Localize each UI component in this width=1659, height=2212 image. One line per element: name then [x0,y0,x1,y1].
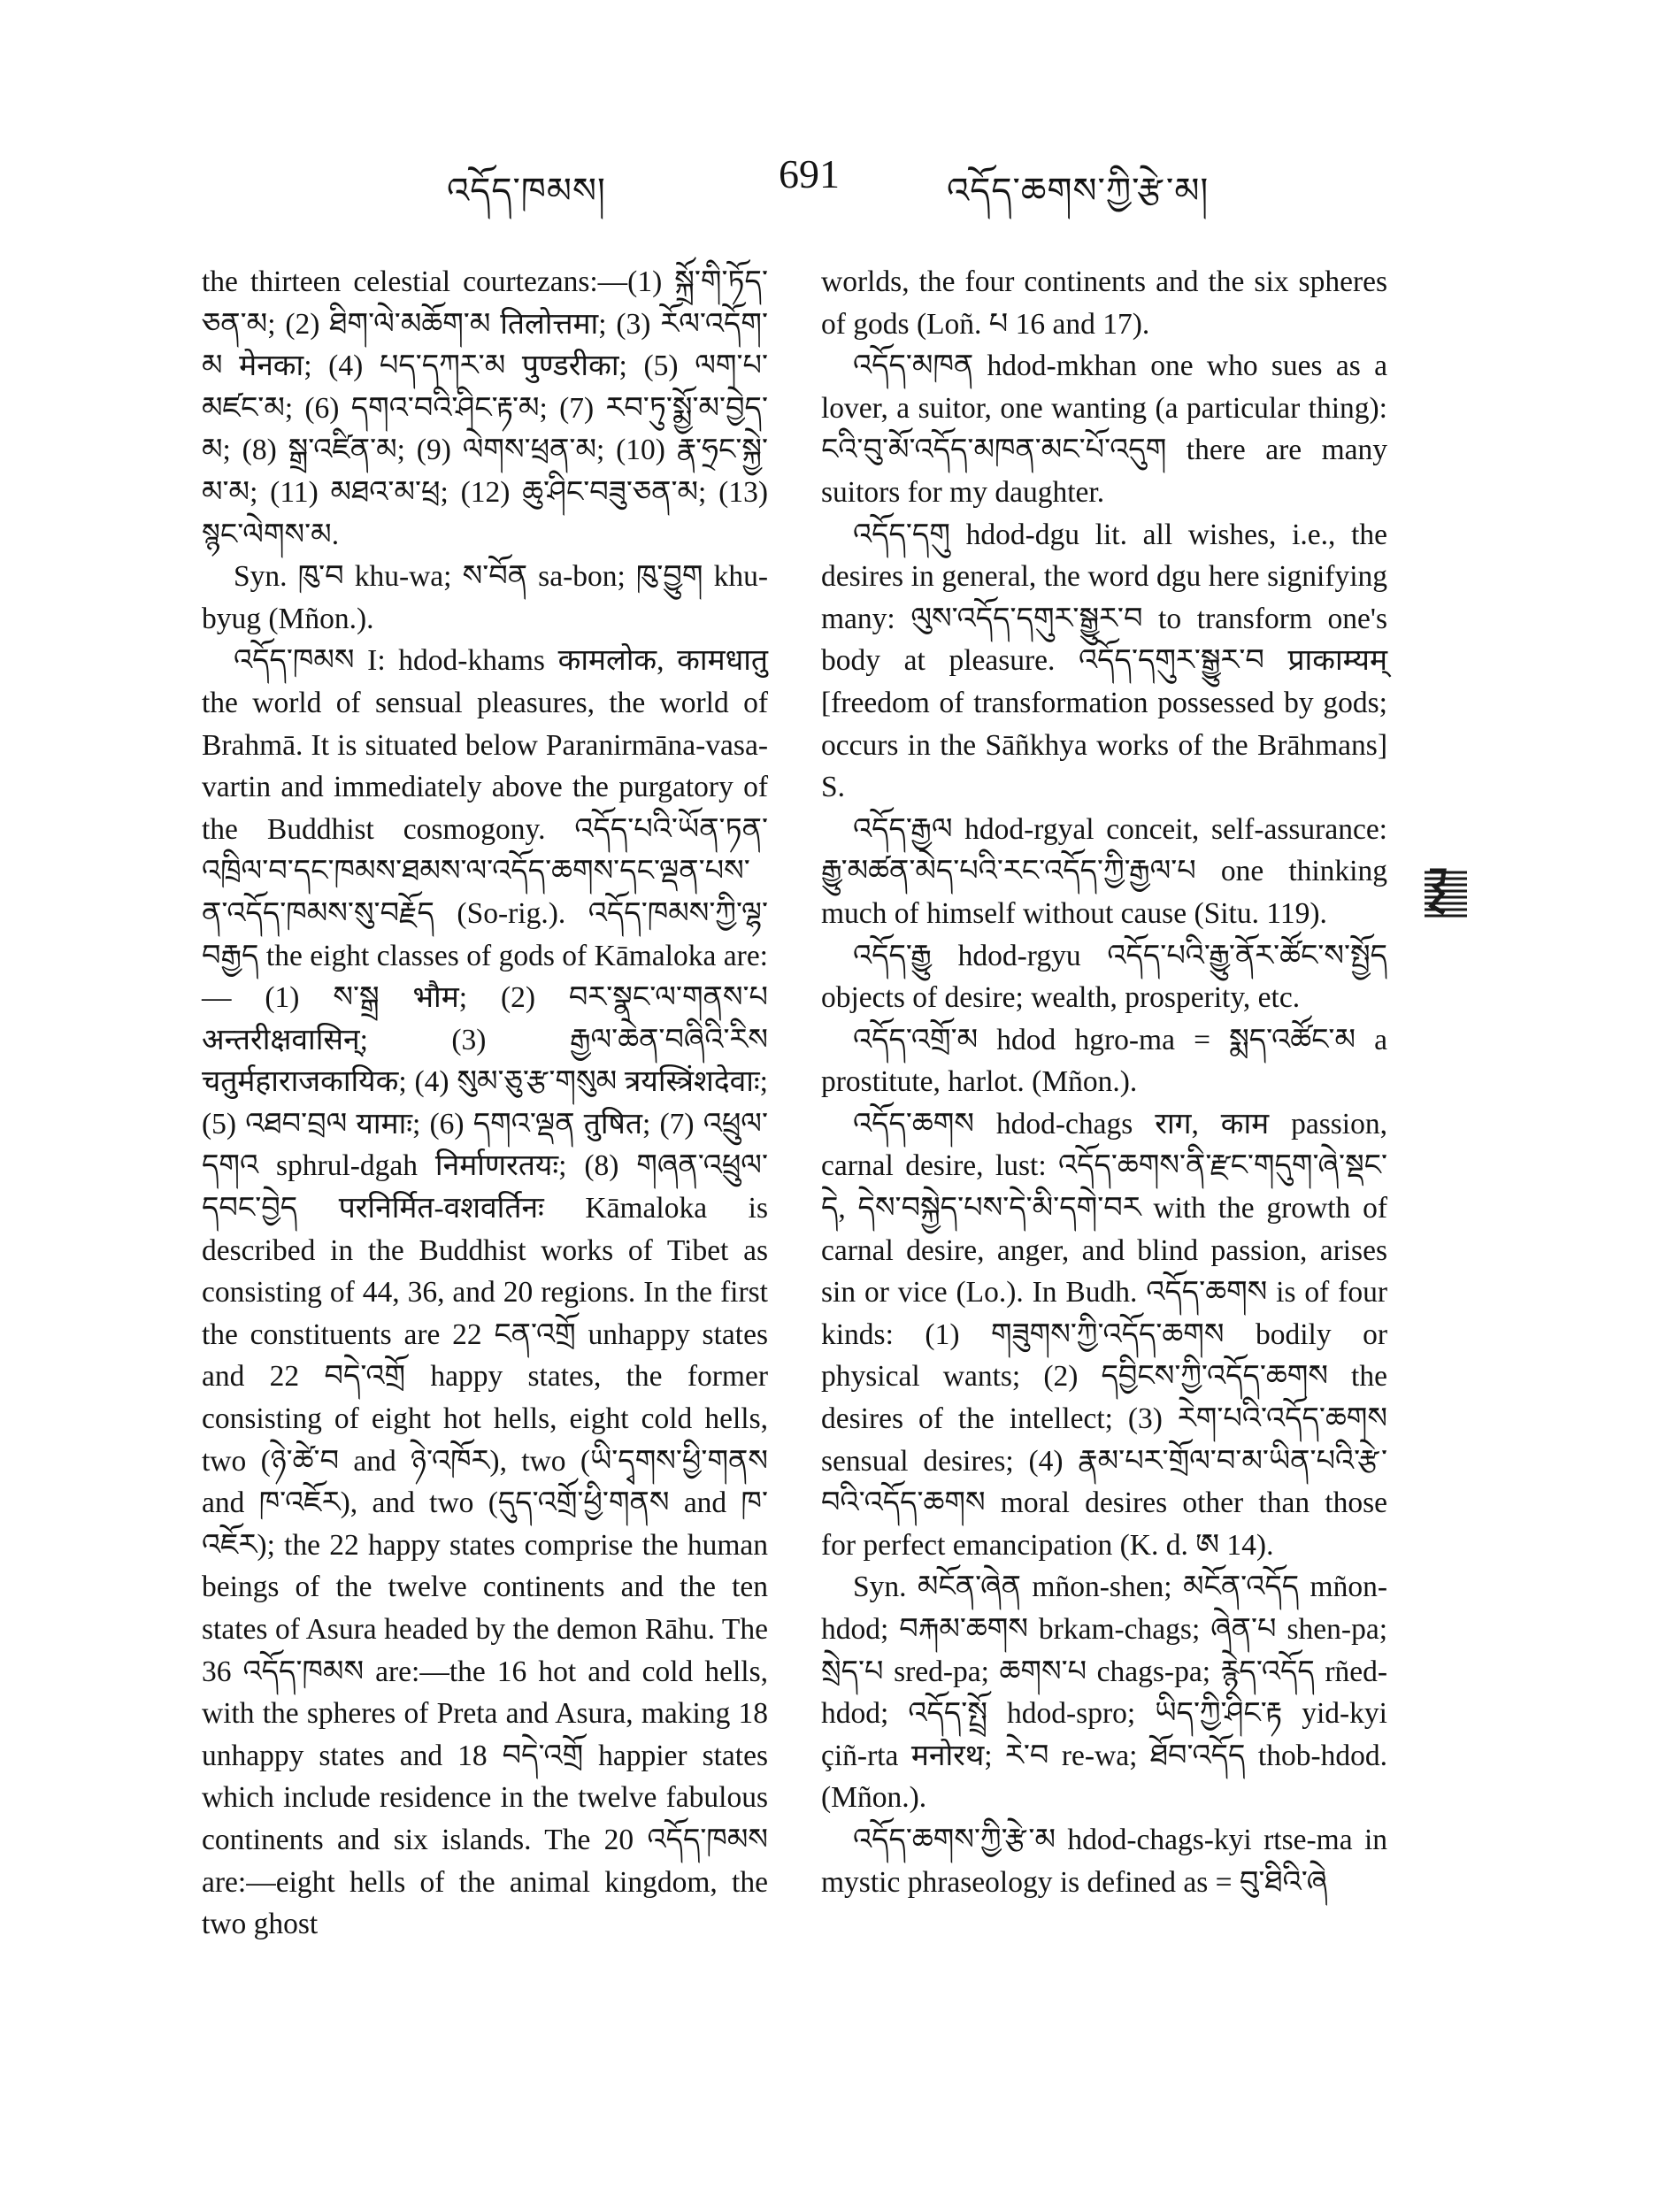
entry-hdod-rgyu: འདོད་རྒྱུ hdod-rgyu འདོད་པའི་རྒྱུ་ནོར་ཚོང་ས་སྤྱོད objects of desire; wealth, prosperity, etc. [821,939,1387,1015]
entry-hdod-dgu: འདོད་དགུ hdod-dgu lit. all wishes, i.e., the desires in general, the word dgu here signifying many: ལུས་འདོད་དགུར་སྒྱུར་བ to transform one's body at pleasure. འདོད་དགུར་སྒྱུར་བ प्राकाम्यम् [freedom of transformation possessed by gods; occurs in the Sāñkhya works of the Brāhmans] S. [821,518,1387,804]
entry-continuation: worlds, the four continents and the six spheres of gods (Loñ. པ 16 and 17). [821,265,1387,341]
entry-hdod-mkhan: འདོད་མཁན hdod-mkhan one who sues as a lover, a suitor, one wanting (a particular thing): ངའི་བུ་མོ་འདོད་མཁན་མང་པོ་འདུག there are many suitors for my daughter. [821,349,1387,509]
page-header [0,150,1659,230]
right-column [821,261,1387,1903]
entry-hdod-rgyal: འདོད་རྒྱལ hdod-rgyal conceit, self-assurance: རྒྱུ་མཚན་མེད་པའི་རང་འདོད་ཀྱི་རྒྱལ་པ one thinking much of himself without cause (Situ. 119). [821,812,1387,930]
entry-synonyms: Syn. མངོན་ཞེན mñon-shen; མངོན་འདོད mñon-hdod; བརྐམ་ཆགས brkam-chags; ཞེན་པ shen-pa; སྲེད་པ sred-pa; ཆགས་པ chags-pa; རྙེད་འདོད rñed-hdod; འདོད་སྤྲོ hdod-spro; ཡིད་ཀྱི་ཤིང་རྟ yid-kyi çiñ-rta मनोरथ; རེ་བ re-wa; ཐོབ་འདོད thob-hdod. (Mñon.). [821,1571,1387,1815]
entry-hdod-khams: འདོད་ཁམས I: hdod-khams कामलोक, कामधातु the world of sensual pleasures, the world of Brahmā. It is situated below Paranirmāna-vasa-vartin and immediately above the purgatory of the Buddhist cosmogony. འདོད་པའི་ཡོན་ཏན་འཁྲིལ་བ་དང་ཁམས་ཐམས་ལ་འདོད་ཆགས་དང་ལྡན་པས་ན་འདོད་ཁམས་སུ་བརྗོད (So-rig.). འདོད་ཁམས་ཀྱི་ལྷ་བརྒྱད the eight classes of gods of Kāmaloka are:— (1) ས་སྒྲ भौम; (2) བར་སྣང་ལ་གནས་པ अन्तरीक्षवासिन्; (3) རྒྱལ་ཆེན་བཞིའི་རིས चतुर्महाराजकायिक; (4) སུམ་ཅུ་རྩ་གསུམ त्रयस्त्रिंशदेवाः; (5) འཐབ་བྲལ यामाः; (6) དགའ་ལྡན तुषित; (7) འཕྲུལ་དགའ sphrul-dgah निर्माणरतयः; (8) གཞན་འཕྲུལ་དབང་བྱེད परनिर्मित-वशवर्तिनः Kāmaloka is described in the Buddhist works of Tibet as consisting of 44, 36, and 20 regions. In the first the constituents are 22 ངན་འགྲོ unhappy states and 22 བདེ་འགྲོ happy states, the former consisting of eight hot hells, eight cold hells, two (ཉེ་ཚེ་བ and ཉེ་འཁོར), two (ཡི་དྭགས་ཕྱི་གནས and ཁ་འཇོར), and two (དུད་འགྲོ་ཕྱི་གནས and ཁ་འཇོར); the 22 happy states comprise the human beings of the twelve continents and the ten states of Asura headed by the demon Rāhu. The 36 འདོད་ཁམས are:—the 16 hot and cold hells, with the spheres of Preta and Asura, making 18 unhappy states and 18 བདེ་འགྲོ happier states which include residence in the twelve fabulous continents and six islands. The 20 འདོད་ཁམས are:—eight hells of the animal kingdom, the two ghost [202,644,768,1941]
entry-hdod-chags-kyi-rtse-ma: འདོད་ཆགས་ཀྱི་རྩེ་མ hdod-chags-kyi rtse-ma in mystic phraseology is defined as = བུ་ཐིའི་ཞེ [821,1823,1387,1899]
entry-synonyms: Syn. ཁུ་བ khu-wa; ས་བོན sa-bon; ཁུ་བྱུག khu-byug (Mñon.). [202,560,768,635]
thumb-index-tab-icon [1423,867,1469,918]
page-number: 691 [779,151,840,196]
left-column [202,261,768,1946]
running-head-right: འདོད་ཆགས་ཀྱི་རྩེ་མ། [947,171,1210,211]
running-head-left: འདོད་ཁམས། [447,171,606,211]
entry-hdod-hgro-ma: འདོད་འགྲོ་མ hdod hgro-ma = སྨད་འཚོང་མ a prostitute, harlot. (Mñon.). [821,1023,1387,1099]
entry-continuation: the thirteen celestial courtezans:—(1) སྐྲོ་གི་ཏོད་ཅན་མ; (2) ཐིག་ལེ་མཆོག་མ तिलोत्तमा; (3) རོལ་འདོག་མ मेनका; (4) པད་དཀར་མ पुण्डरीका; (5) ལག་པ་མཛང་མ; (6) དགའ་བའི་ཤིང་རྟ་མ; (7) རབ་ཏུ་སྨྱོ་མ་བྱེད་མ; (8) སྒྲ་འཛིན་མ; (9) ལེགས་ཕྲན་མ; (10) རྣ་ཧྲང་སྐྱེ་མ་མ; (11) མཐའ་མ་ཕྲ; (12) ཆུ་ཤིང་བཟུ་ཅན་མ; (13) སྙང་ལེགས་མ. [202,265,768,551]
entry-hdod-chags: འདོད་ཆགས hdod-chags राग, काम passion, carnal desire, lust: འདོད་ཆགས་ནི་རྫང་གདུག་ཞེ་སྡང་དེ, དེས་བསྐྱེད་པས་དེ་མི་དགེ་བར with the growth of carnal desire, anger, and blind passion, arises sin or vice (Lo.). In Budh. འདོད་ཆགས is of four kinds: (1) གཟུགས་ཀྱི་འདོད་ཆགས bodily or physical wants; (2) དབྱིངས་ཀྱི་འདོད་ཆགས the desires of the intellect; (3) རེག་པའི་འདོད་ཆགས sensual desires; (4) རྣམ་པར་གྲོལ་བ་མ་ཡིན་པའི་རྩེ་བའི་འདོད་ཆགས moral desires other than those for perfect emancipation (K. d. ཨ 14). [821,1107,1387,1562]
